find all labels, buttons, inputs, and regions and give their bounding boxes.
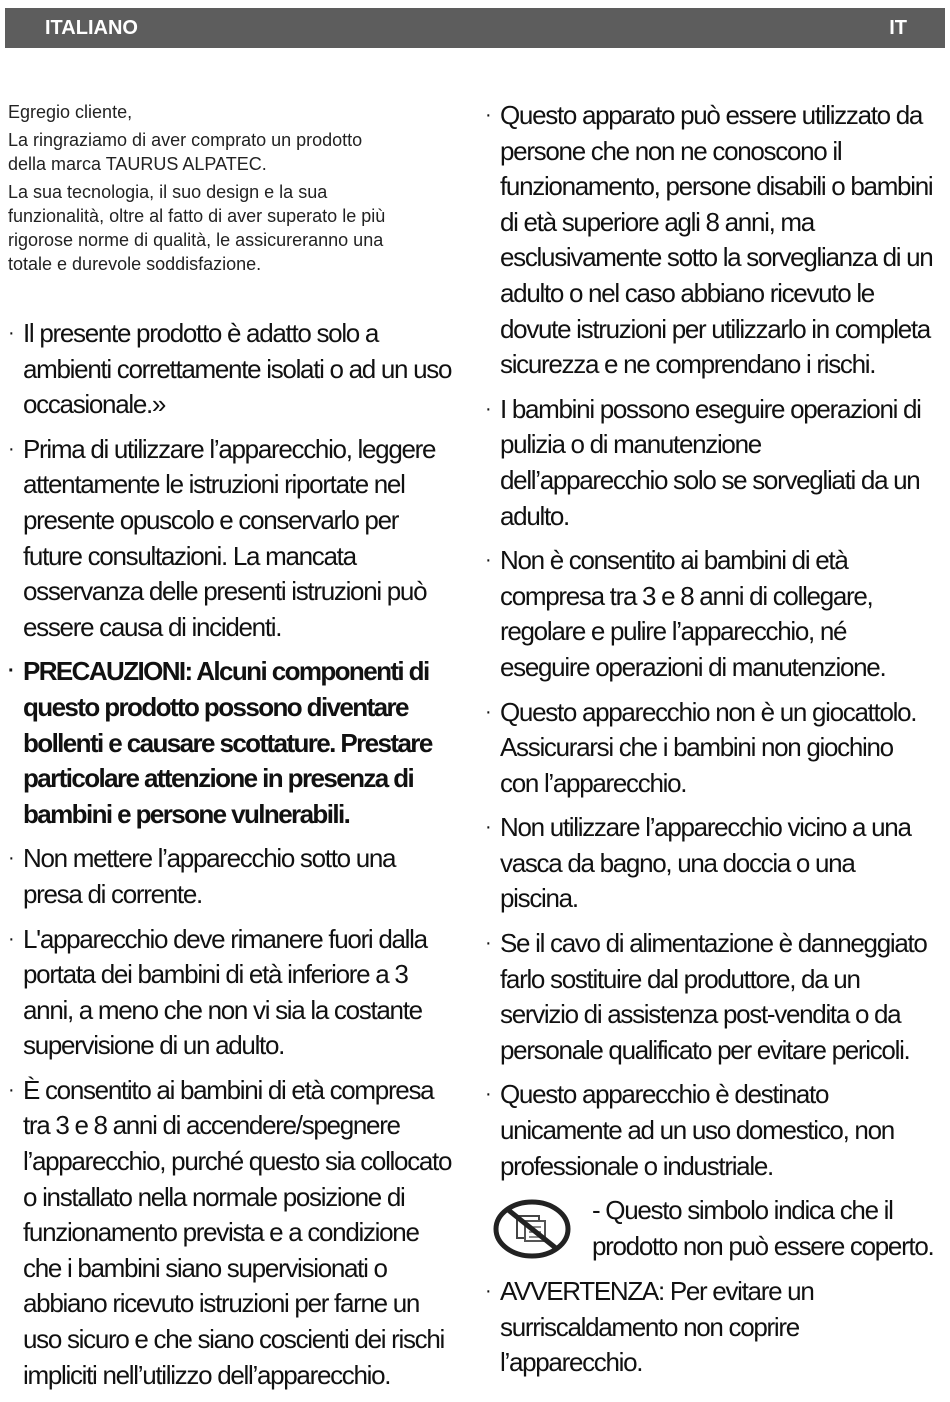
bullet-line: compresa tra 3 e 8 anni di collegare, xyxy=(500,580,873,611)
bullet-line: L'apparecchio deve rimanere fuori dalla xyxy=(23,923,427,954)
bullet-line: ambienti correttamente isolati o ad un uso xyxy=(23,353,452,384)
bullet-line: adulto o nel caso abbiano ricevuto le xyxy=(500,277,874,308)
language-label: ITALIANO xyxy=(45,17,138,39)
symbol-text-line: prodotto non può essere coperto. xyxy=(592,1230,934,1261)
bullet-line: personale qualificato per evitare pericoli. xyxy=(500,1034,910,1065)
bullet-dot: · xyxy=(485,104,492,126)
bullet-item xyxy=(485,926,945,1068)
bullet-item xyxy=(485,1077,945,1184)
bullet-item xyxy=(485,543,945,685)
bullet-line: presa di corrente. xyxy=(23,878,202,909)
symbol-text-line: - Questo simbolo indica che il xyxy=(592,1195,893,1226)
bullet-line: anni, a meno che non vi sia la costante xyxy=(23,994,422,1025)
intro-line: La sua tecnologia, il suo design e la sua xyxy=(8,182,328,202)
bullet-dot: · xyxy=(8,927,15,950)
bullet-line: che i bambini siano supervisionati o xyxy=(23,1252,387,1283)
bullet-line: persone che non ne conoscono il xyxy=(500,135,842,166)
warning-line: surriscaldamento non coprire xyxy=(500,1311,799,1342)
bullet-line: Questo apparecchio non è un giocattolo. xyxy=(500,696,917,727)
bullet-line: funzionamento, persone disabili o bambini xyxy=(500,171,933,202)
bullet-line: di età superiore agli 8 anni, ma xyxy=(500,206,814,237)
bullet-line: uso sicuro e che siano coscienti dei rischi xyxy=(23,1324,444,1355)
warning-line: AVVERTENZA: Per evitare un xyxy=(500,1276,814,1307)
bullet-line: professionale o industriale. xyxy=(500,1150,773,1181)
bullet-line: esclusivamente sotto la sorveglianza di un xyxy=(500,242,933,273)
intro-line: della marca TAURUS ALPATEC. xyxy=(8,154,267,174)
bullet-line: I bambini possono eseguire operazioni di xyxy=(500,393,921,424)
bullet-line: questo prodotto possono diventare xyxy=(23,691,408,722)
symbol-description xyxy=(592,1193,950,1264)
left-column xyxy=(8,100,478,1402)
bullet-line: attentamente le istruzioni riportate nel xyxy=(23,469,405,500)
bullet-item xyxy=(485,810,945,917)
bullet-line: bollenti e causare scottature. Prestare xyxy=(23,727,432,758)
bullet-dot: · xyxy=(485,397,492,420)
bullet-item xyxy=(8,654,478,832)
bullet-line: Non utilizzare l’apparecchio vicino a una xyxy=(500,812,911,843)
bullet-item xyxy=(485,695,945,802)
bullet-dot: · xyxy=(485,549,492,572)
intro-line: La ringraziamo di aver comprato un prodotto xyxy=(8,130,363,150)
bullet-line: dell’apparecchio solo se sorvegliati da un xyxy=(500,464,920,495)
bullet-item xyxy=(485,98,945,383)
bullet-dot: · xyxy=(8,660,15,683)
bullet-line: particolare attenzione in presenza di xyxy=(23,763,414,794)
bullet-line: con l’apparecchio. xyxy=(500,767,687,798)
bullet-line: supervisione di un adulto. xyxy=(23,1030,285,1061)
bullet-line: Assicurarsi che i bambini non giochino xyxy=(500,732,893,763)
bullet-line: Questo apparecchio è destinato xyxy=(500,1079,829,1110)
intro-line: funzionalità, oltre al fatto di aver superato le più xyxy=(8,206,386,226)
bullet-line: abbiano ricevuto istruzioni per farne un xyxy=(23,1288,420,1319)
bullet-dot: · xyxy=(485,816,492,839)
intro-line: rigorose norme di qualità, le assicureranno una xyxy=(8,230,384,250)
bullet-line: future consultazioni. La mancata xyxy=(23,540,356,571)
bullet-dot: · xyxy=(485,700,492,723)
bullet-line: adulto. xyxy=(500,500,569,531)
bullet-line: farlo sostituire dal produttore, da un xyxy=(500,963,860,994)
right-bullet-list xyxy=(485,98,945,1184)
symbol-note xyxy=(485,1193,945,1265)
greeting: Egregio cliente, xyxy=(8,102,133,122)
bullet-item xyxy=(8,432,478,646)
bullet-line: Prima di utilizzare l’apparecchio, leggere xyxy=(23,433,436,464)
bullet-line: osservanza delle presenti istruzioni può xyxy=(23,576,427,607)
bullet-line: tra 3 e 8 anni di accendere/spegnere xyxy=(23,1110,400,1141)
bullet-line: È consentito ai bambini di età compresa xyxy=(23,1074,434,1105)
bullet-dot: · xyxy=(485,1083,492,1106)
bullet-item xyxy=(8,922,478,1064)
bullet-line: portata dei bambini di età inferiore a 3 xyxy=(23,959,408,990)
bullet-line: dovute istruzioni per utilizzarlo in completa xyxy=(500,313,930,344)
left-bullet-list xyxy=(8,316,478,1393)
bullet-line: presente opuscolo e conservarlo per xyxy=(23,504,399,535)
bullet-line: unicamente ad un uso domestico, non xyxy=(500,1115,894,1146)
warning-list xyxy=(485,1274,945,1381)
bullet-line: PRECAUZIONI: Alcuni componenti di xyxy=(23,656,429,687)
bullet-line: Non è consentito ai bambini di età xyxy=(500,545,848,576)
bullet-line: Se il cavo di alimentazione è danneggiato xyxy=(500,928,927,959)
bullet-line: Il presente prodotto è adatto solo a xyxy=(23,318,379,348)
section-header-bar xyxy=(5,8,945,48)
bullet-line: Non mettere l’apparecchio sotto una xyxy=(23,843,396,874)
bullet-line: regolare e pulire l’apparecchio, né xyxy=(500,616,847,647)
bullet-item xyxy=(8,316,478,423)
bullet-line: pulizia o di manutenzione xyxy=(500,429,761,460)
bullet-line: bambini e persone vulnerabili. xyxy=(23,798,350,829)
warning-item xyxy=(485,1274,945,1381)
intro-line: totale e durevole soddisfazione. xyxy=(8,254,262,274)
bullet-line: Questo apparato può essere utilizzato da xyxy=(500,100,923,130)
bullet-dot: · xyxy=(485,1280,492,1303)
bullet-dot: · xyxy=(8,437,15,460)
bullet-line: eseguire operazioni di manutenzione. xyxy=(500,651,886,682)
bullet-dot: · xyxy=(8,322,15,344)
warning-line: l’apparecchio. xyxy=(500,1347,643,1378)
bullet-line: o installato nella normale posizione di xyxy=(23,1181,405,1212)
bullet-line: occasionale.» xyxy=(23,389,166,420)
bullet-line: l’apparecchio, purché questo sia collocato xyxy=(23,1146,452,1177)
bullet-line: servizio di assistenza post-vendita o da xyxy=(500,999,901,1030)
bullet-line: sicurezza e ne comprendano i rischi. xyxy=(500,349,876,380)
bullet-item xyxy=(8,1073,478,1393)
bullet-line: piscina. xyxy=(500,883,578,914)
bullet-item xyxy=(485,392,945,534)
bullet-dot: · xyxy=(8,847,15,870)
bullet-line: essere causa di incidenti. xyxy=(23,611,282,642)
intro-text xyxy=(8,100,478,276)
bullet-line: impliciti nell’utilizzo dell’apparecchio. xyxy=(23,1359,391,1390)
bullet-dot: · xyxy=(8,1078,15,1101)
do-not-cover-icon xyxy=(493,1199,571,1259)
language-code: IT xyxy=(889,17,907,39)
bullet-item xyxy=(8,841,478,912)
bullet-line: vasca da bagno, una doccia o una xyxy=(500,847,855,878)
bullet-line: funzionamento prevista e a condizione xyxy=(23,1217,419,1248)
right-column xyxy=(485,98,945,1390)
bullet-dot: · xyxy=(485,932,492,955)
